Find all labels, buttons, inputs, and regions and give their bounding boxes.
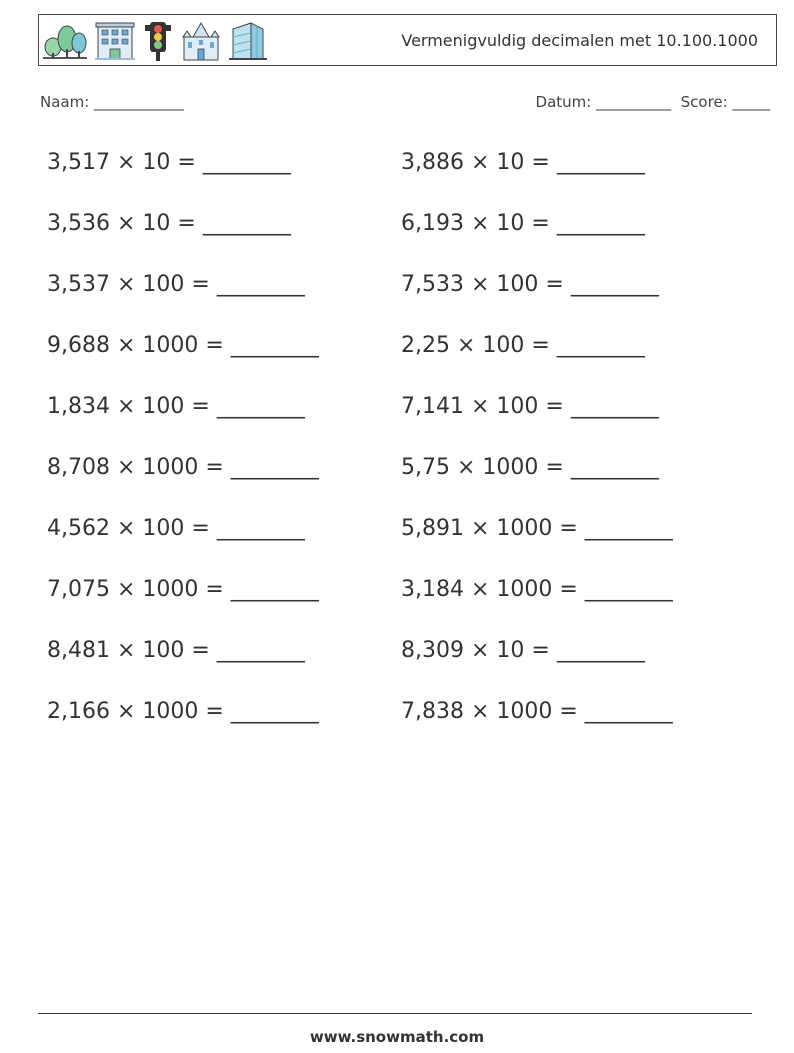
problem-row bbox=[47, 512, 767, 573]
problem-item: 2,166 × 1000 = ________ bbox=[47, 699, 319, 724]
problem-row bbox=[47, 329, 767, 390]
footer-divider bbox=[38, 1013, 752, 1014]
problem-row bbox=[47, 451, 767, 512]
problem-item: 6,193 × 10 = ________ bbox=[401, 211, 645, 236]
worksheet-header bbox=[38, 14, 777, 66]
office-building-icon bbox=[95, 21, 135, 61]
trees-icon bbox=[43, 25, 87, 61]
problem-row bbox=[47, 695, 767, 756]
problem-item: 4,562 × 100 = ________ bbox=[47, 516, 305, 541]
footer-url[interactable]: www.snowmath.com bbox=[309, 1028, 485, 1046]
problem-row bbox=[47, 390, 767, 451]
problem-grid bbox=[47, 146, 767, 756]
problem-item: 1,834 × 100 = ________ bbox=[47, 394, 305, 419]
header-icons bbox=[43, 21, 267, 61]
glass-tower-icon bbox=[229, 21, 267, 61]
date-field: Datum: __________ bbox=[535, 93, 672, 111]
problem-item: 3,886 × 10 = ________ bbox=[401, 150, 645, 175]
problem-item: 7,533 × 100 = ________ bbox=[401, 272, 659, 297]
problem-item: 9,688 × 1000 = ________ bbox=[47, 333, 319, 358]
score-field: Score: _____ bbox=[680, 93, 770, 111]
traffic-light-icon bbox=[143, 21, 173, 61]
problem-item: 5,891 × 1000 = ________ bbox=[401, 516, 673, 541]
problem-item: 7,075 × 1000 = ________ bbox=[47, 577, 319, 602]
problem-row bbox=[47, 268, 767, 329]
problem-row bbox=[47, 634, 767, 695]
problem-item: 7,838 × 1000 = ________ bbox=[401, 699, 673, 724]
problem-row bbox=[47, 573, 767, 634]
problem-row bbox=[47, 207, 767, 268]
problem-item: 3,517 × 10 = ________ bbox=[47, 150, 291, 175]
problem-item: 3,537 × 100 = ________ bbox=[47, 272, 305, 297]
worksheet-title: Vermenigvuldig decimalen met 10.100.1000 bbox=[401, 31, 758, 50]
problem-item: 2,25 × 100 = ________ bbox=[401, 333, 645, 358]
problem-item: 7,141 × 100 = ________ bbox=[401, 394, 659, 419]
name-field: Naam: ____________ bbox=[40, 93, 185, 111]
church-icon bbox=[181, 21, 221, 61]
date-score-fields bbox=[536, 93, 770, 111]
problem-item: 3,184 × 1000 = ________ bbox=[401, 577, 673, 602]
problem-item: 8,309 × 10 = ________ bbox=[401, 638, 645, 663]
problem-item: 8,708 × 1000 = ________ bbox=[47, 455, 319, 480]
problem-item: 5,75 × 1000 = ________ bbox=[401, 455, 659, 480]
problem-row bbox=[47, 146, 767, 207]
problem-item: 8,481 × 100 = ________ bbox=[47, 638, 305, 663]
problem-item: 3,536 × 10 = ________ bbox=[47, 211, 291, 236]
